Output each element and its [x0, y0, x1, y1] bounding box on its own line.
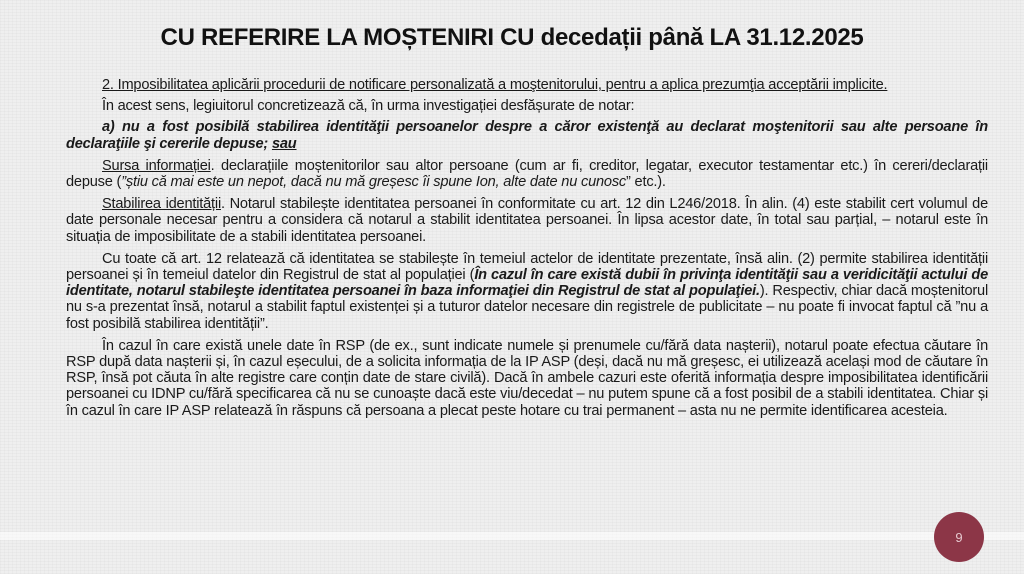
point-a-text: a) nu a fost posibilă stabilirea identităţii persoanelor despre a căror existenţă au declarat moştenitorii sau alte persoane în declaraţiile şi cererile depuse;: [66, 119, 988, 152]
source-text-2: ” etc.).: [626, 174, 666, 191]
article12-text-2: ). Respectiv, chiar dacă moștenitorul nu s-a prezentat însă, notarul a stabilit faptul existenței și a tuturor datelor necesare din registrele de publicitate – nu poate fi invocat faptul că ”nu a fost posibilă stabilirea identității”.: [66, 283, 988, 332]
section-heading-text: 2. Imposibilitatea aplicării procedurii de notificare personalizată a moştenitorului, pentru a aplica prezumţia acceptării implicite.: [102, 77, 888, 93]
point-a-paragraph: [66, 119, 988, 151]
identity-label: Stabilirea identității: [102, 196, 221, 213]
article12-paragraph: [66, 251, 988, 332]
intro-paragraph: [66, 98, 988, 114]
identity-paragraph: [66, 196, 988, 245]
source-paragraph: [66, 158, 988, 190]
page-number-badge: [934, 512, 984, 562]
rsp-text: În cazul în care există unele date în RSP (de ex., sunt indicate numele și prenumele cu/fără data nașterii), notarul poate efectua căutare în RSP după data nașterii și, în cazul eșecului, de a solicita informația de la IP ASP (deși, dacă nu mă greșesc, ei utilizează același mod de căutare în RSP, însă pot căuta în alte registre care conțin date de stare civilă). Dacă în ambele cazuri este oferită informația despre imposibilitatea identificării persoanei cu IDNP cu/fără specificarea că nu se cunoaște dacă este viu/decedat – nu putem spune că a fost posibil de a stabili identitatea. Chiar și în cazul în care IP ASP relatează în răspuns că persoana a plecat peste hotare cu trai permanent – asta nu ne permite identificarea acesteia.: [66, 337, 988, 419]
slide-title: CU REFERIRE LA MOȘTENIRI CU decedații până LA 31.12.2025: [160, 24, 864, 51]
source-quote: ”știu că mai este un nepot, dacă nu mă greșesc îi spune Ion, alte date nu cunosc: [121, 174, 627, 191]
article12-text-1: Cu toate că art. 12 relatează că identitatea se stabilește în temeiul actelor de identitate prezentate, însă alin. (2) permite stabilirea identității persoanei și în temeiul datelor din Registrul de stat al populației (: [66, 250, 988, 284]
point-a-connector: sau: [271, 135, 297, 152]
rsp-paragraph: [66, 338, 988, 419]
identity-text: . Notarul stabilește identitatea persoanei în conformitate cu art. 12 din L246/2018. În alin. (4) este stabilit cert volumul de date personale necesar pentru a considera că notarul a stabilit identitatea persoanei. În lipsa acestor date, în total sau parțial, – notarul este în situația de imposibilitate de a stabili identitatea persoanei.: [66, 196, 988, 245]
page-number: 9: [955, 529, 963, 545]
article12-emphasis: În cazul în care există dubii în privinţa identităţii sau a veridicităţii actului de identitate, notarul stabileşte identitatea persoanei în baza informaţiei din Registrul de stat al populaţiei.: [66, 267, 988, 300]
slide-body: [66, 77, 988, 424]
source-label: Sursa informației: [102, 157, 211, 174]
section-heading: [66, 77, 988, 93]
source-text-1: . declarațiile moștenitorilor sau altor persoane (cum ar fi, creditor, legatar, executor testamentar etc.) în cereri/declarații depuse (: [66, 157, 988, 191]
intro-text: În acest sens, legiuitorul concretizează că, în urma investigației desfășurate de notar:: [102, 98, 635, 115]
background-band: [0, 532, 1024, 540]
